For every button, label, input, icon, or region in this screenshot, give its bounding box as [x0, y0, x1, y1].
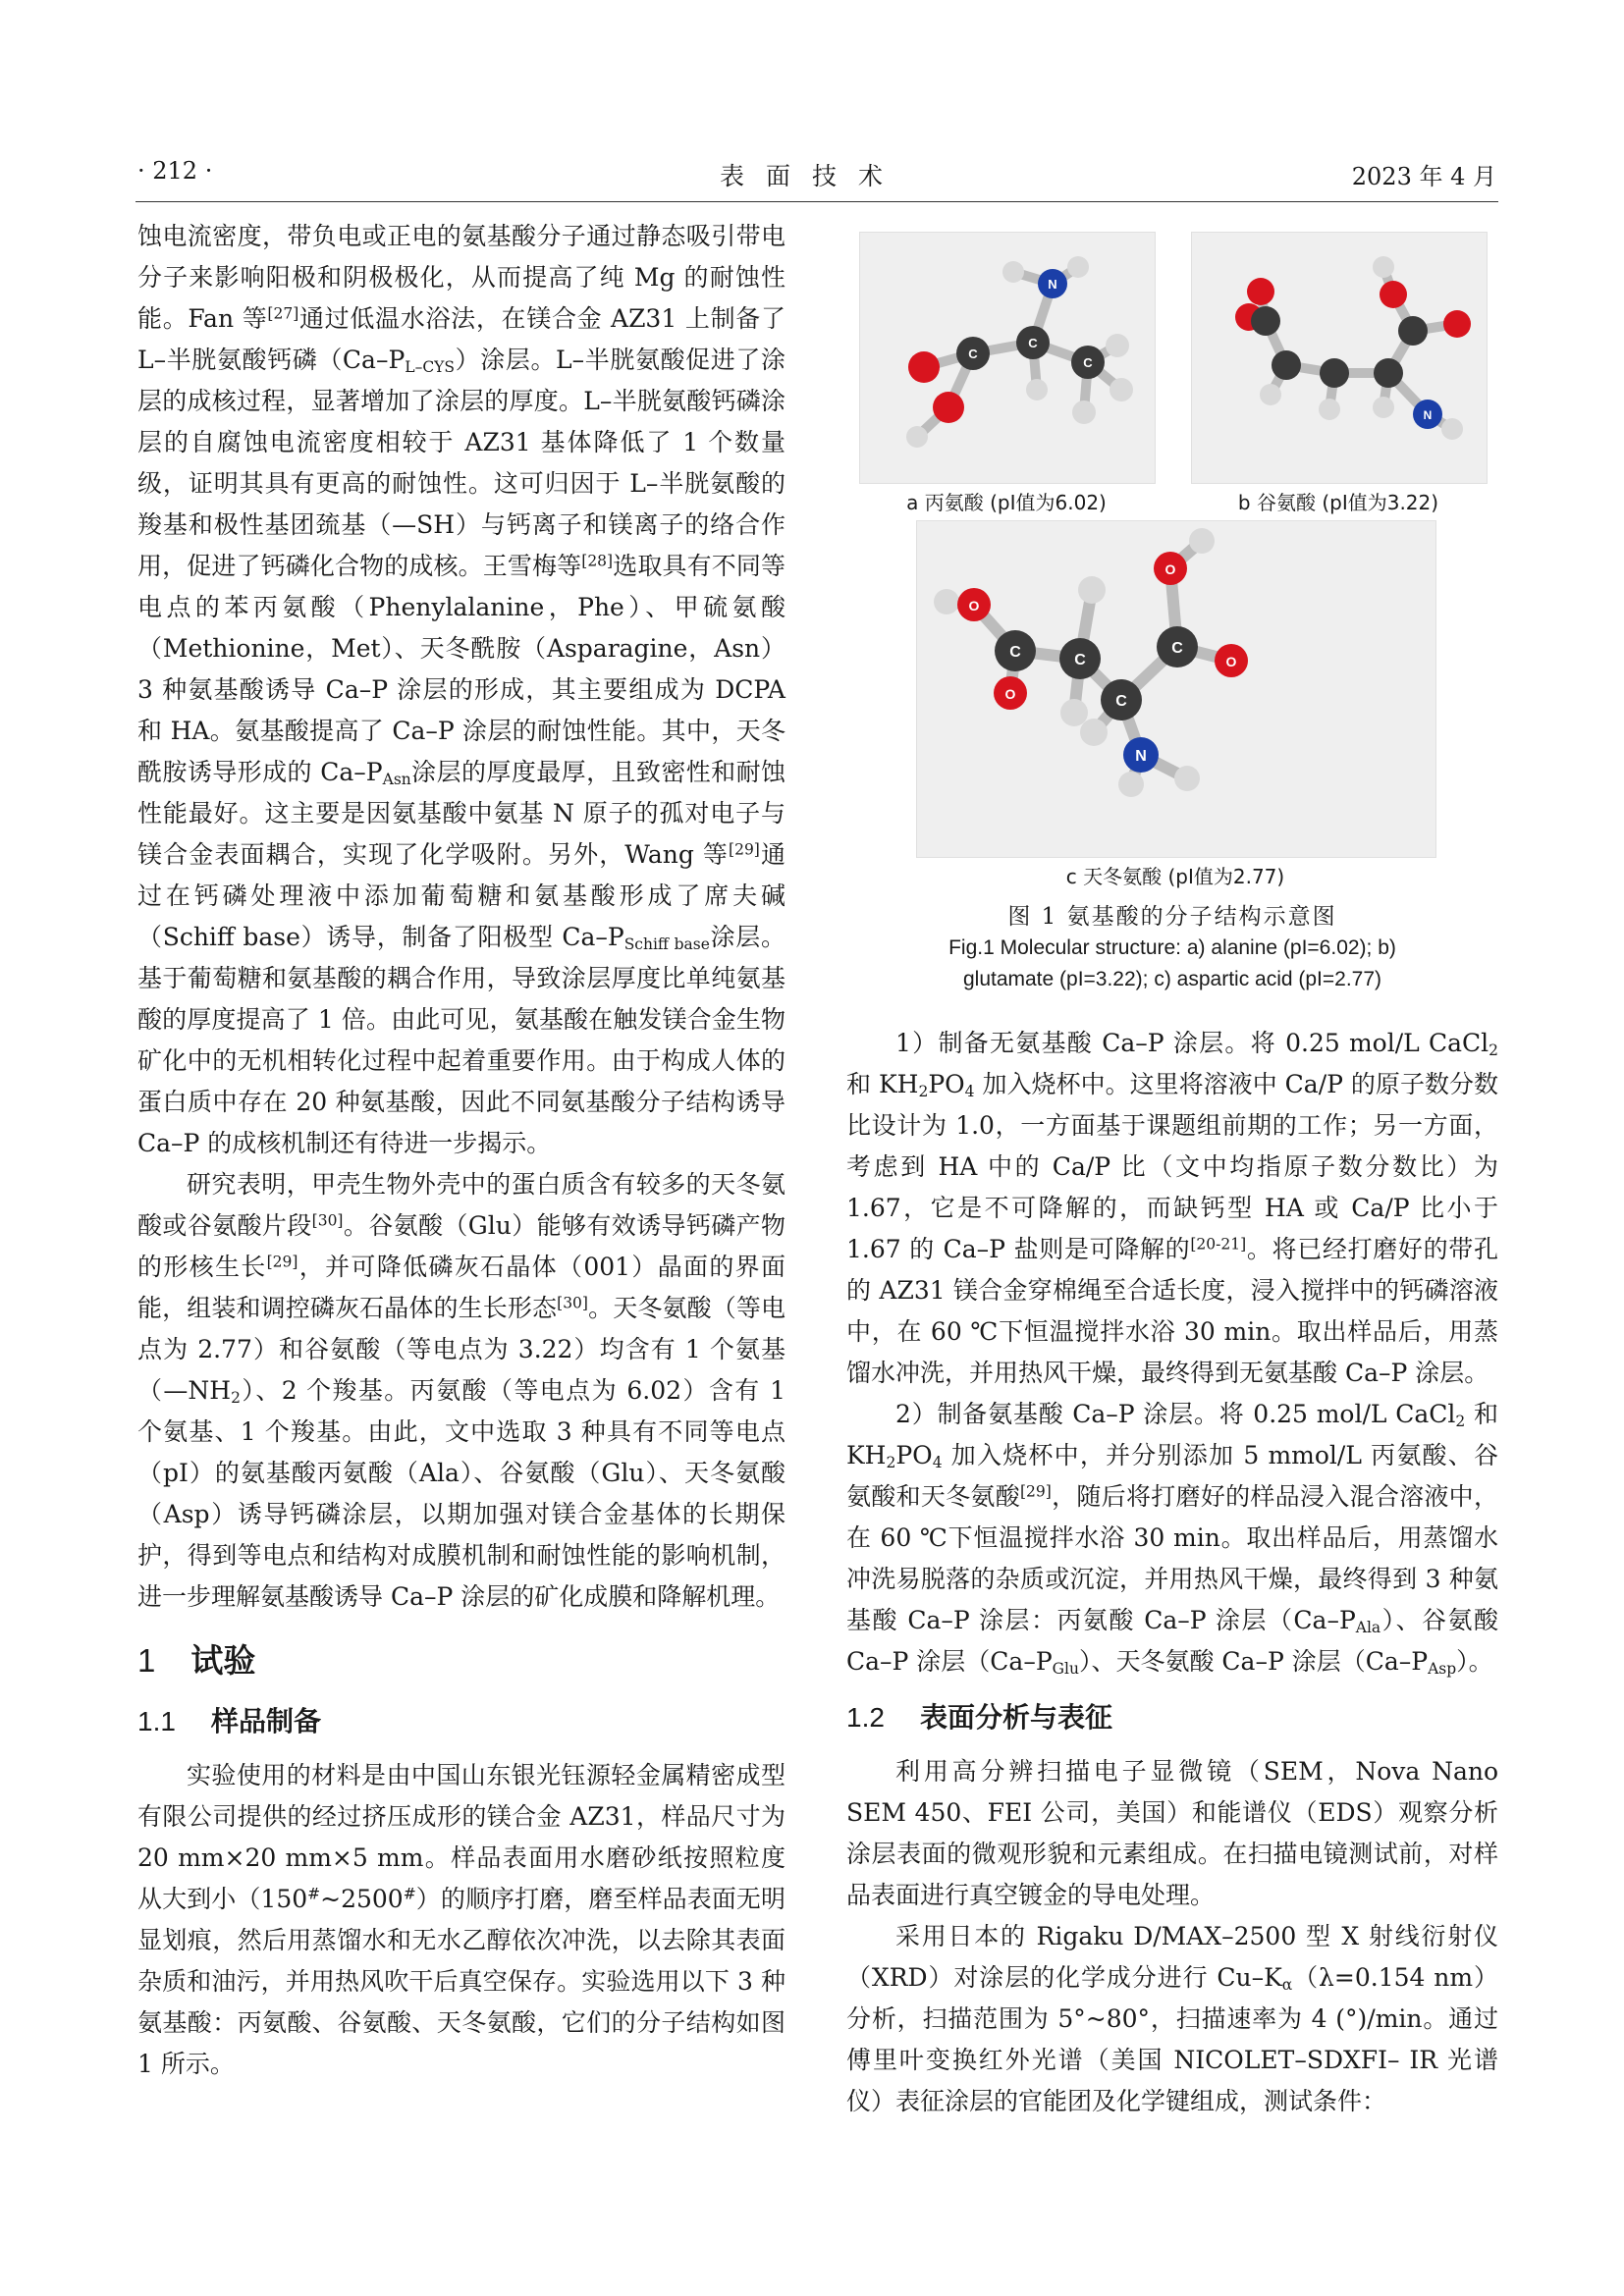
oxygen-atom: [1247, 278, 1274, 305]
header-rule: [135, 201, 1498, 202]
hydrogen-atom: [1189, 528, 1215, 554]
figure-title: [846, 901, 1498, 995]
hydrogen-atom: [1110, 378, 1133, 401]
atom-label: O: [1164, 561, 1176, 577]
carbon-atom: [1320, 358, 1349, 388]
atom-label: O: [1004, 686, 1016, 702]
oxygen-atom: [1380, 281, 1407, 308]
right-column: [846, 1023, 1498, 2122]
hydrogen-atom: [1373, 256, 1394, 278]
atom-label: O: [968, 598, 980, 614]
hydrogen-atom: [934, 589, 959, 614]
paragraph-research: 研究表明，甲壳生物外壳中的蛋白质含有较多的天冬氨酸或谷氨酸片段[30]。谷氨酸（Glu）能够有效诱导钙磷产物的形核生长[29]，并可降低磷灰石晶体（001）晶面的界面能，组装和调控磷灰石晶体的生长形态[30]。天冬氨酸（等电点为 2.77）和谷氨酸（等电点为 3.22）均含有 1 个氨基$(—NH_2)$、2 个羧基。丙氨酸（等电点为 6.02）含有 1 个氨基、1 个羧基。由此，文中选取 3 种具有不同等电点（pI）的氨基酸丙氨酸（Ala）、谷氨酸（Glu）、天冬氨酸（Asp）诱导钙磷涂层，以期加强对镁合金基体的长期保护，得到等电点和结构对成膜机制和耐蚀性能的影响机制，进一步理解氨基酸诱导 Ca–P 涂层的矿化成膜和降解机理。: [137, 1170, 785, 1611]
hydrogen-atom: [1078, 576, 1106, 604]
figure-caption-c: c 天冬氨酸 (pI值为2.77): [1065, 865, 1285, 888]
hydrogen-atom: [1319, 399, 1340, 420]
aspartic-acid-molecule: [917, 521, 1435, 857]
section-heading-1-2: 1.2 表面分析与表征: [846, 1702, 1112, 1733]
page-number: · 212 ·: [137, 157, 213, 185]
hydrogen-atom: [1060, 699, 1088, 726]
oxygen-atom: [908, 351, 940, 383]
figure-title-cn: 图 1 氨基酸的分子结构示意图: [1007, 904, 1337, 930]
carbon-atom: [1398, 316, 1428, 346]
atom-label: N: [1423, 408, 1433, 422]
hydrogen-atom: [906, 426, 928, 448]
atom-label: N: [1048, 277, 1057, 292]
carbon-atom: [1374, 358, 1403, 388]
hydrogen-atom: [1026, 379, 1048, 400]
figure-panel-aspartic-acid: [916, 520, 1436, 858]
hydrogen-atom: [1067, 256, 1089, 278]
hydrogen-atom: [1080, 719, 1108, 746]
section-heading-1-1: 1.1 样品制备: [137, 1706, 321, 1736]
oxygen-atom: [1443, 310, 1471, 338]
hydrogen-atom: [1002, 261, 1024, 283]
figure-caption-b: b 谷氨酸 (pI值为3.22): [1237, 491, 1439, 514]
carbon-atom: [1272, 350, 1301, 380]
hydrogen-atom: [1441, 418, 1463, 440]
atom-label: N: [1135, 748, 1147, 765]
hydrogen-atom: [1072, 400, 1096, 424]
paragraph-xrd: 采用日本的 Rigaku D/MAX–2500 型 X 射线衍射仪（XRD）对涂层的化学成分进行 $Cu-K_\alpha(\lambda=0.154$ nm）分析，扫描范围为 5°~80°，扫描速率为 4 (°)/min。通过傅里叶变换红外光谱（美国 NICOLET–SDXFI– IR 光谱仪）表征涂层的官能团及化学键组成，测试条件：: [846, 1922, 1498, 2115]
carbon-atom: [1251, 306, 1280, 336]
atom-label: C: [968, 347, 978, 361]
paragraph-sem: 利用高分辨扫描电子显微镜（SEM，Nova Nano SEM 450、FEI 公司，美国）和能谱仪（EDS）观察分析涂层表面的微观形貌和元素组成。在扫描电镜测试前，对样品表面进行真空镀金的导电处理。: [846, 1757, 1498, 1909]
hydrogen-atom: [1118, 772, 1144, 797]
figure-title-en-line2: glutamate (pI=3.22); c) aspartic acid (pI=2.77): [962, 968, 1382, 990]
figure-title-en-line1: Fig.1 Molecular structure: a) alanine (pI=6.02); b): [948, 936, 1396, 959]
atom-label: C: [1028, 336, 1038, 350]
section-heading-1: 1 试验: [137, 1642, 256, 1679]
atom-label: C: [1074, 652, 1086, 668]
figure-panel-alanine: [859, 232, 1156, 484]
atom-label: C: [1171, 640, 1183, 657]
atom-label: C: [1083, 355, 1093, 370]
atom-label: O: [1225, 654, 1237, 669]
atom-label: C: [1009, 644, 1021, 661]
glutamate-molecule: [1192, 233, 1487, 483]
figure-panel-glutamate: [1191, 232, 1488, 484]
issue-date: 2023 年 4 月: [1351, 163, 1496, 190]
hydrogen-atom: [1260, 384, 1281, 405]
paragraph-step2: 2）制备氨基酸 Ca–P 涂层。将 0.25 mol/L CaCl$_2$ 和 $KH_2PO_4$ 加入烧杯中，并分别添加 5 mmol/L 丙氨酸、谷氨酸和天冬氨酸[29]，随后将打磨好的样品浸入混合溶液中，在 60 ℃下恒温搅拌水浴 30 min。取出样品后，用蒸馏水冲洗易脱落的杂质或沉淀，并用热风干燥，最终得到 3 种氨基酸 Ca–P 涂层：丙氨酸 Ca–P 涂层$(Ca-P_{Ala})$、谷氨酸 Ca–P 涂层$(Ca-P_{Glu})$、天冬氨酸 Ca–P 涂层$(Ca-P_{Asp})$。: [846, 1400, 1498, 1678]
hydrogen-atom: [1174, 766, 1200, 791]
figure-caption-a: a 丙氨酸 (pI值为6.02): [906, 491, 1107, 514]
left-column: [137, 216, 785, 2085]
hydrogen-atom: [1106, 334, 1129, 357]
alanine-molecule: [860, 233, 1155, 483]
journal-title: 表面技术: [719, 162, 904, 190]
hydrogen-atom: [1373, 397, 1394, 418]
paragraph-sample-prep: 实验使用的材料是由中国山东银光钰源轻金属精密成型有限公司提供的经过挤压成形的镁合金 AZ31，样品尺寸为 20 mm×20 mm×5 mm。样品表面用水磨砂纸按照粒度从大到小（150#~2500#）的顺序打磨，磨至样品表面无明显划痕，然后用蒸馏水和无水乙醇依次冲洗，以去除其表面杂质和油污，并用热风吹干后真空保存。实验选用以下 3 种氨基酸：丙氨酸、谷氨酸、天冬氨酸，它们的分子结构如图 1 所示。: [137, 1761, 785, 2078]
atom-label: C: [1115, 693, 1127, 710]
paragraph-intro-continued: 蚀电流密度，带负电或正电的氨基酸分子通过静态吸引带电分子来影响阳极和阴极极化，从而提高了纯 Mg 的耐蚀性能。Fan 等[27]通过低温水浴法，在镁合金 AZ31 上制备了 L–半胱氨酸钙磷$(Ca-P_{L-CYS})$涂层。L–半胱氨酸促进了涂层的成核过程，显著增加了涂层的厚度。L–半胱氨酸钙磷涂层的自腐蚀电流密度相较于 AZ31 基体降低了 1 个数量级，证明其具有更高的耐蚀性。这可归因于 L–半胱氨酸的羧基和极性基团巯基（—SH）与钙离子和镁离子的络合作用，促进了钙磷化合物的成核。王雪梅等[28]选取具有不同等电点的苯丙氨酸（Phenylalanine，Phe）、甲硫氨酸（Methionine，Met）、天冬酰胺（Asparagine，Asn）3 种氨基酸诱导 Ca–P 涂层的形成，其主要组成为 DCPA 和 HA。氨基酸提高了 Ca–P 涂层的耐蚀性能。其中，天冬酰胺诱导形成的 $Ca-P_{Asn}$涂层的厚度最厚，且致密性和耐蚀性能最好。这主要是因氨基酸中氨基 N 原子的孤对电子与镁合金表面耦合，实现了化学吸附。另外，Wang 等[29]通过在钙磷处理液中添加葡萄糖和氨基酸形成了席夫碱（Schiff base）诱导，制备了阳极型 $Ca-P_{Schiff base}$涂层。基于葡萄糖和氨基酸的耦合作用，导致涂层厚度比单纯氨基酸的厚度提高了 1 倍。由此可见，氨基酸在触发镁合金生物矿化中的无机相转化过程中起着重要作用。由于构成人体的蛋白质中存在 20 种氨基酸，因此不同氨基酸分子结构诱导 Ca–P 的成核机制还有待进一步揭示。: [137, 222, 785, 1157]
paragraph-step1: 1）制备无氨基酸 Ca–P 涂层。将 0.25 mol/L CaCl$_2$ 和 $KH_2PO_4$ 加入烧杯中。这里将溶液中 Ca/P 的原子数分数比设计为 1.0，一方面基于课题组前期的工作；另一方面，考虑到 HA 中的 Ca/P 比（文中均指原子数分数比）为 1.67，它是不可降解的，而缺钙型 HA 或 Ca/P 比小于 1.67 的 Ca–P 盐则是可降解的[20-21]。将已经打磨好的带孔的 AZ31 镁合金穿棉绳至合适长度，浸入搅拌中的钙磷溶液中，在 60 ℃下恒温搅拌水浴 30 min。取出样品后，用蒸馏水冲洗，并用热风干燥，最终得到无氨基酸 Ca–P 涂层。: [846, 1029, 1498, 1387]
oxygen-atom: [933, 392, 964, 423]
